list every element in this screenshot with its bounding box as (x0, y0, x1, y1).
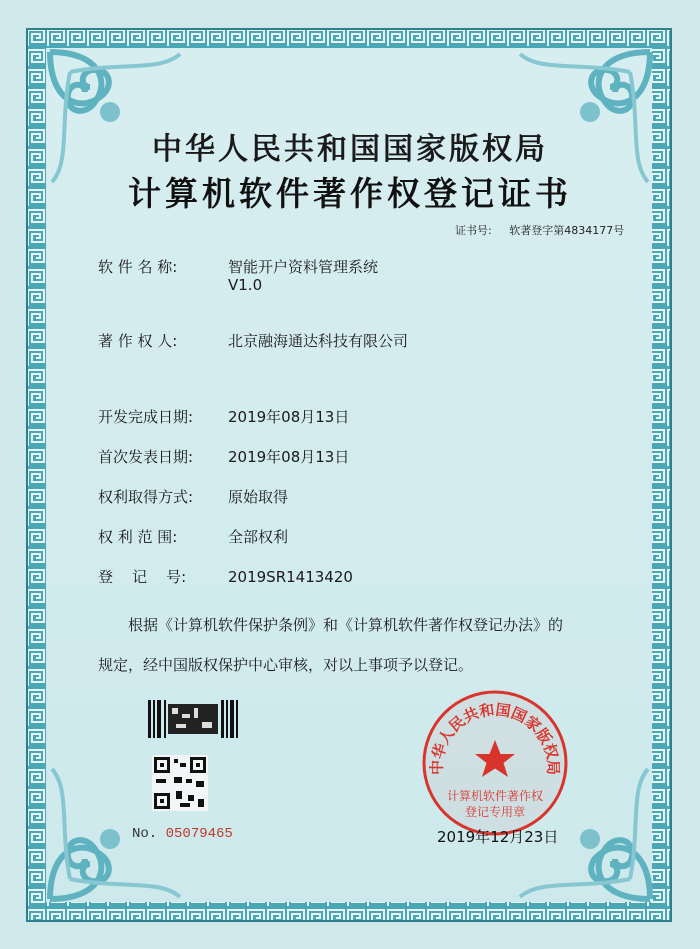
field-value: 全部权利 (228, 528, 289, 546)
seal-ring-text: 中华人民共和国国家版权局 (427, 700, 563, 776)
field-label: 首次发表日期: (98, 448, 194, 466)
field-row-scope (98, 526, 288, 547)
field-row-acquisition (98, 486, 288, 507)
field-label: 开发完成日期: (98, 408, 194, 426)
field-row-dev-date (98, 406, 349, 427)
serial-number (132, 826, 233, 842)
seal-line-1: 计算机软件著作权 (446, 789, 544, 803)
field-value-version: V1.0 (228, 276, 263, 294)
official-seal (420, 688, 570, 838)
qr-code-icon (152, 755, 208, 811)
issue-date: 2019年12月23日 (437, 828, 559, 846)
field-label: 软 件 名 称: (98, 258, 178, 276)
barcode-icon (148, 700, 240, 738)
field-value: 2019年08月13日 (228, 408, 350, 426)
field-row-owner (98, 330, 408, 351)
field-label: 登 记 号: (98, 568, 187, 586)
certificate-number-label: 证书号: (455, 224, 492, 237)
authority-title: 中华人民共和国国家版权局 (152, 132, 548, 167)
certificate-number (455, 222, 624, 238)
serial-prefix: No. (132, 826, 158, 842)
field-value: 2019年08月13日 (228, 448, 350, 466)
field-row-registration-no (98, 566, 353, 587)
certificate-title: 计算机软件著作权登记证书 (128, 174, 572, 213)
field-label: 权利取得方式: (98, 488, 194, 506)
field-row-publish-date (98, 446, 349, 467)
field-value: 2019SR1413420 (228, 568, 353, 586)
field-value: 原始取得 (228, 488, 289, 506)
statement-line-1: 根据《计算机软件保护条例》和《计算机软件著作权登记办法》的 (128, 616, 564, 634)
certificate-number-value: 软著登字第4834177号 (509, 224, 625, 237)
field-label: 著 作 权 人: (98, 332, 178, 350)
field-row-version (228, 276, 262, 294)
statement-line-2: 规定，经中国版权保护中心审核，对以上事项予以登记。 (98, 656, 474, 674)
serial-number-value: 05079465 (165, 826, 233, 842)
field-value: 北京融海通达科技有限公司 (228, 332, 409, 350)
seal-line-2: 登记专用章 (464, 805, 526, 819)
field-value: 智能开户资料管理系统 (228, 258, 379, 276)
field-label: 权 利 范 围: (98, 528, 178, 546)
field-row-software-name (98, 256, 378, 277)
